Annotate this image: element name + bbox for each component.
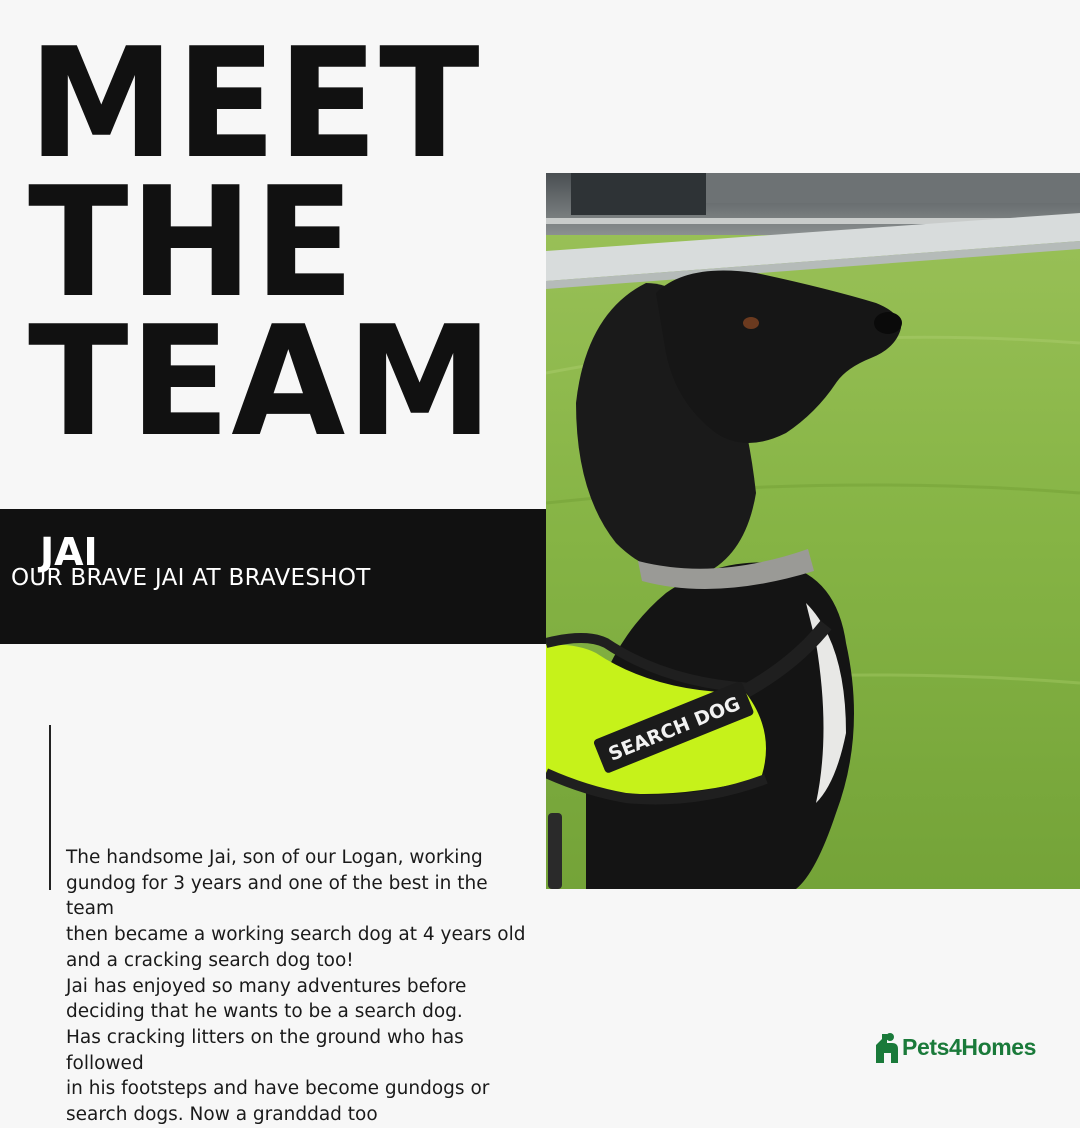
bio-line: deciding that he wants to be a search dog. — [66, 1001, 463, 1023]
bio-line: gundog for 3 years and one of the best in the team — [66, 872, 488, 920]
headline-the: THE — [28, 154, 356, 331]
headline-team: TEAM — [28, 293, 495, 470]
bio-line: search dogs. Now a granddad too — [66, 1104, 378, 1126]
bio-line: The handsome Jai, son of our Logan, working — [66, 847, 483, 868]
harness-label: SEARCH DOG — [605, 692, 744, 766]
name-banner — [0, 509, 546, 644]
dog-nose — [874, 312, 902, 334]
bio-line: and a cracking search dog too! — [66, 949, 354, 971]
dog-photo-illustration — [546, 173, 1080, 889]
bio-line: Jai has enjoyed so many adventures before — [66, 975, 467, 997]
brand-name: Pets4Homes — [902, 1033, 1037, 1060]
dog-caption: OUR BRAVE JAI AT BRAVESHOT — [11, 565, 371, 591]
accent-divider — [49, 725, 51, 890]
bio-line: in his footsteps and have become gundogs or — [66, 1078, 490, 1100]
dog-eye — [743, 317, 759, 329]
bio-text — [66, 845, 536, 1128]
headline-meet: MEET — [28, 15, 481, 192]
dog-name: JAI — [40, 530, 98, 574]
dog-photo — [546, 173, 1080, 889]
bio-line: then became a working search dog at 4 years old — [66, 924, 526, 946]
bio-line: Has cracking litters on the ground who has followed — [66, 1026, 464, 1074]
house-dog-icon — [874, 1031, 900, 1063]
brand-logo[interactable] — [874, 1030, 1036, 1064]
